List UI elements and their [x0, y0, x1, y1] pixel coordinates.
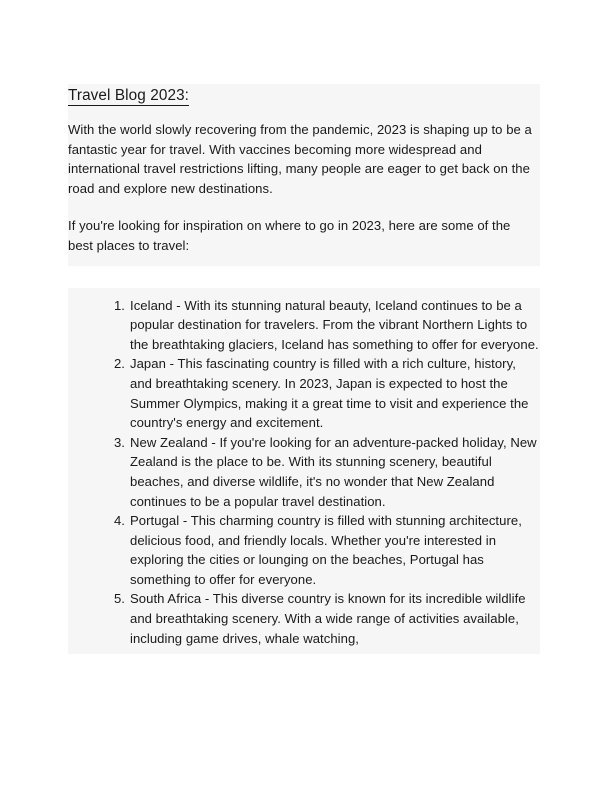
list-item: South Africa - This diverse country is known for its incredible wildlife and breathtaking scenery. With a wide range of activities available, including game drives, whale watching,	[130, 591, 526, 646]
destinations-section	[68, 288, 540, 655]
intro-section	[68, 84, 540, 266]
paragraph-lead-in: If you're looking for inspiration on where to go in 2023, here are some of the best places to travel:	[68, 218, 511, 253]
page-title	[68, 86, 540, 106]
page-title-text: Travel Blog 2023:	[68, 87, 190, 104]
list-item: Portugal - This charming country is filled with stunning architecture, delicious food, and friendly locals. Whether you're interested in exploring the cities or lounging on the beaches, Portugal has something to offer for everyone.	[130, 513, 522, 587]
list-item: New Zealand - If you're looking for an adventure-packed holiday, New Zealand is the place to be. With its stunning scenery, beautiful beaches, and diverse wildlife, it's no wonder that New Zealand continues to be a popular travel destination.	[130, 434, 537, 509]
paragraph-intro: With the world slowly recovering from the pandemic, 2023 is shaping up to be a fantastic year for travel. With vaccines becoming more widespread and international travel restrictions lifting, many people are eager to get back on the road and explore new destinations.	[68, 122, 532, 196]
document-body	[68, 84, 540, 654]
list-item: Japan - This fascinating country is filled with a rich culture, history, and breathtaking scenery. In 2023, Japan is expected to host the Summer Olympics, making it a great time to visit and experience the country's energy and excitement.	[130, 356, 529, 431]
destinations-list	[68, 296, 540, 649]
list-item: Iceland - With its stunning natural beauty, Iceland continues to be a popular destination for travelers. From the vibrant Northern Lights to the breathtaking glaciers, Iceland has something to offer for everyone.	[130, 297, 539, 352]
